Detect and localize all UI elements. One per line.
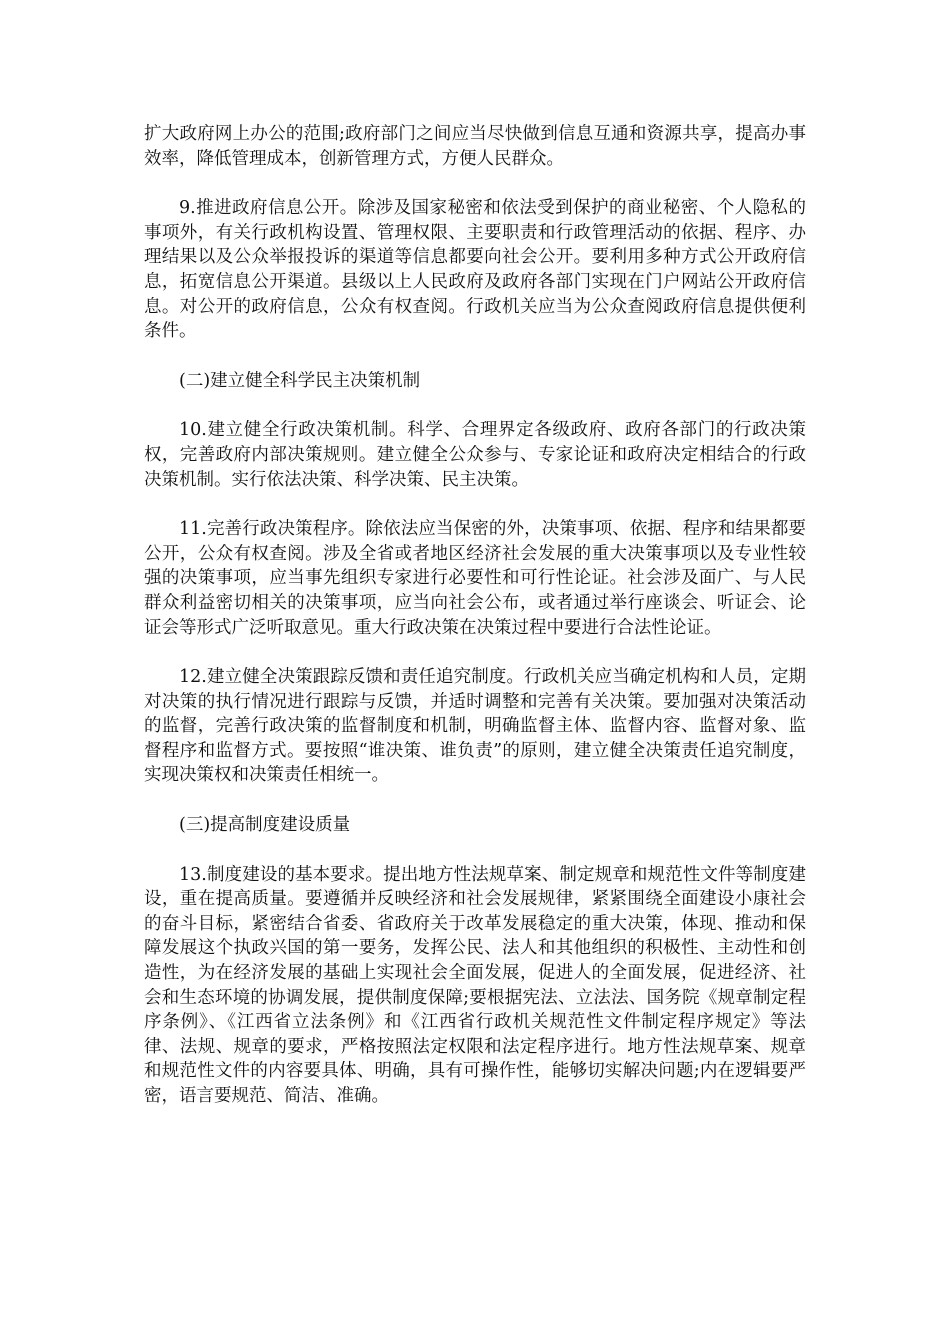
section-heading-2: (二)建立健全科学民主决策机制 bbox=[179, 370, 421, 391]
paragraph-continuation: 扩大政府网上办公的范围;政府部门之间应当尽快做到信息互通和资源共享，提高办事效率，降低管理成本，创新管理方式，方便人民群众。 bbox=[144, 124, 806, 169]
paragraph-item-13: 13.制度建设的基本要求。提出地方性法规草案、制定规章和规范性文件等制度建设，重在提高质量。要遵循并反映经济和社会发展规律，紧紧围绕全面建设小康社会的奋斗目标，紧密结合省委、省政府关于改革发展稳定的重大决策，体现、推动和保障发展这个执政兴国的第一要务，发挥公民、法人和其他组织的积极性、主动性和创造性，为在经济发展的基础上实现社会全面发展，促进人的全面发展，促进经济、社会和生态环境的协调发展，提供制度保障;要根据宪法、立法法、国务院《规章制定程序条例》、《江西省立法条例》和《江西省行政机关规范性文件制定程序规定》等法律、法规、规章的要求，严格按照法定权限和法定程序进行。地方性法规草案、规章和规范性文件的内容要具体、明确，具有可操作性，能够切实解决问题;内在逻辑要严密，语言要规范、简洁、准确。 bbox=[144, 864, 806, 1106]
paragraph-item-11: 11.完善行政决策程序。除依法应当保密的外，决策事项、依据、程序和结果都要公开，公众有权查阅。涉及全省或者地区经济社会发展的重大决策事项以及专业性较强的决策事项，应当事先组织专家进行必要性和可行性论证。社会涉及面广、与人民群众利益密切相关的决策事项，应当向社会公布，或者通过举行座谈会、听证会、论证会等形式广泛听取意见。重大行政决策在决策过程中要进行合法性论证。 bbox=[144, 519, 806, 638]
paragraph-item-12: 12.建立健全决策跟踪反馈和责任追究制度。行政机关应当确定机构和人员，定期对决策的执行情况进行跟踪与反馈，并适时调整和完善有关决策。要加强对决策活动的监督，完善行政决策的监督制度和机制，明确监督主体、监督内容、监督对象、监督程序和监督方式。要按照“谁决策、谁负责”的原则，建立健全决策责任追究制度，实现决策权和决策责任相统一。 bbox=[144, 667, 806, 786]
section-heading-3: (三)提高制度建设质量 bbox=[179, 815, 351, 836]
paragraph-item-10: 10.建立健全行政决策机制。科学、合理界定各级政府、政府各部门的行政决策权，完善政府内部决策规则。建立健全公众参与、专家论证和政府决定相结合的行政决策机制。实行依法决策、科学决策、民主决策。 bbox=[144, 420, 806, 490]
document-page bbox=[144, 122, 806, 1134]
paragraph-item-9: 9.推进政府信息公开。除涉及国家秘密和依法受到保护的商业秘密、个人隐私的事项外，有关行政机构设置、管理权限、主要职责和行政管理活动的依据、程序、办理结果以及公众举报投诉的渠道等信息都要向社会公开。要利用多种方式公开政府信息，拓宽信息公开渠道。县级以上人民政府及政府各部门实现在门户网站公开政府信息。对公开的政府信息，公众有权查阅。行政机关应当为公众查阅政府信息提供便利条件。 bbox=[144, 198, 806, 342]
